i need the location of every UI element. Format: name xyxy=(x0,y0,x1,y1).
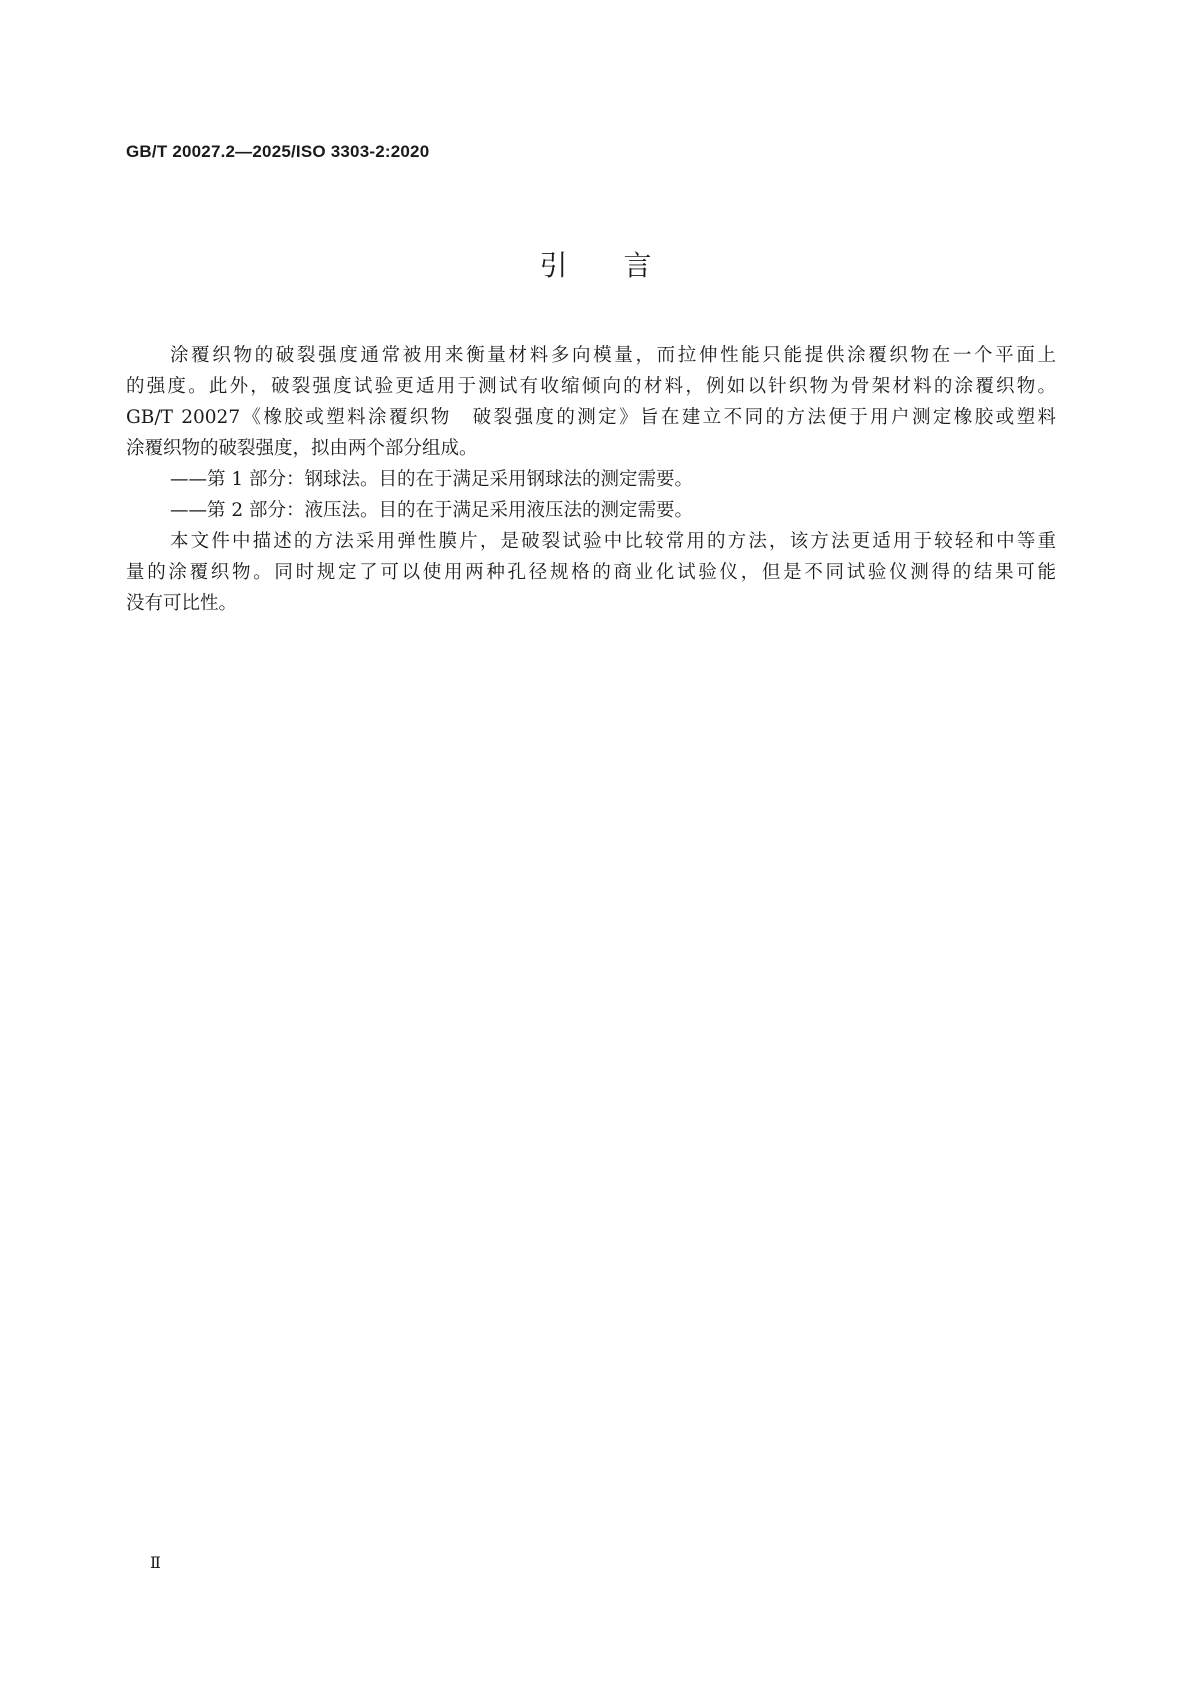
paragraph-2-line-1: 本文件中描述的方法采用弹性膜片，是破裂试验中比较常用的方法，该方法更适用于较轻和中等重 xyxy=(170,531,1056,552)
introduction-body xyxy=(126,340,1056,619)
paragraph-2 xyxy=(126,526,1056,619)
page-number: Ⅱ xyxy=(150,1553,161,1572)
paragraph-1-line-4: 涂覆织物的破裂强度，拟由两个部分组成。 xyxy=(126,438,478,459)
standard-number-header: GB/T 20027.2—2025/ISO 3303-2:2020 xyxy=(126,142,430,161)
page-title: 引言 xyxy=(539,249,708,282)
paragraph-2-line-3: 没有可比性。 xyxy=(126,593,238,614)
paragraph-1-line-3: GB/T 20027《橡胶或塑料涂覆织物 破裂强度的测定》旨在建立不同的方法便于用户测定橡胶或塑料 xyxy=(126,407,1056,428)
list-item-part-2: ——第 2 部分：液压法。目的在于满足采用液压法的测定需要。 xyxy=(170,500,694,521)
paragraph-2-line-2: 量的涂覆织物。同时规定了可以使用两种孔径规格的商业化试验仪，但是不同试验仪测得的结果可能 xyxy=(126,562,1056,583)
paragraph-1 xyxy=(126,340,1056,464)
list-item-part-1: ——第 1 部分：钢球法。目的在于满足采用钢球法的测定需要。 xyxy=(170,469,694,490)
paragraph-1-line-1: 涂覆织物的破裂强度通常被用来衡量材料多向模量，而拉伸性能只能提供涂覆织物在一个平面上 xyxy=(170,345,1056,366)
paragraph-1-line-2: 的强度。此外，破裂强度试验更适用于测试有收缩倾向的材料，例如以针织物为骨架材料的涂覆织物。 xyxy=(126,376,1056,397)
